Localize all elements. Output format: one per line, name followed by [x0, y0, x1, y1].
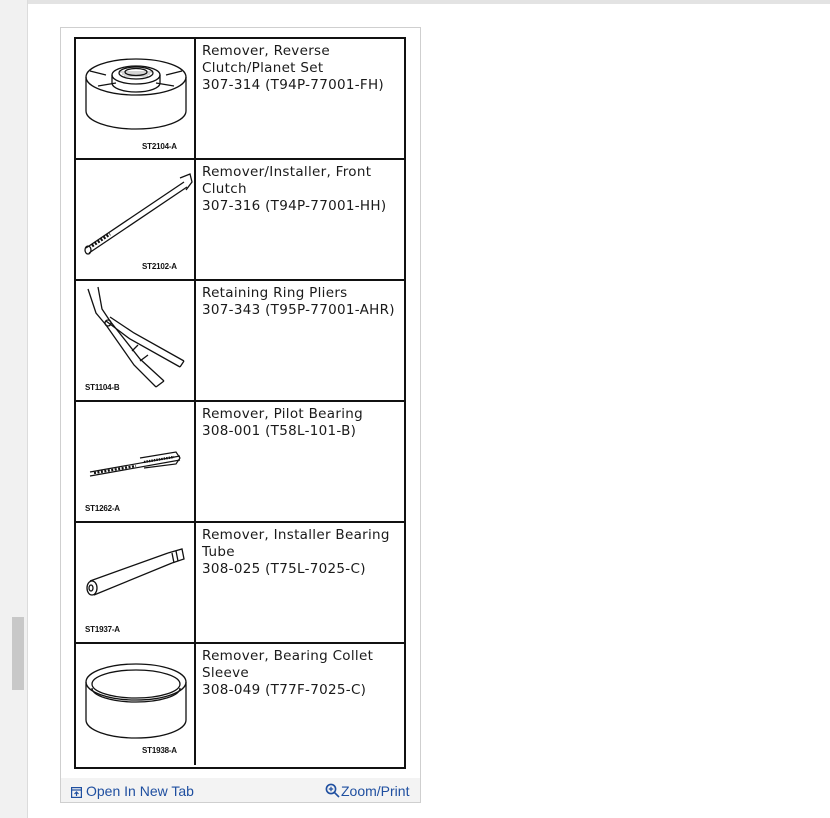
tool-desc-line: Remover, Reverse — [202, 43, 330, 59]
tool-desc-line: 308-049 (T77F-7025-C) — [202, 682, 367, 698]
left-panel-strip — [0, 0, 28, 818]
tool-row — [76, 523, 404, 644]
zoom-print-link[interactable] — [325, 783, 409, 801]
tool-desc-line: Tube — [202, 544, 235, 560]
tool-desc-line: Remover, Installer Bearing — [202, 527, 390, 543]
clutch-remover-ring-icon — [76, 39, 194, 158]
tool-description — [202, 285, 402, 319]
special-tools-figure — [73, 36, 407, 770]
scrollbar-thumb[interactable] — [12, 617, 24, 690]
tool-illustration-cell — [76, 39, 196, 158]
tool-desc-line: 307-314 (T94P-77001-FH) — [202, 77, 385, 93]
tool-description — [202, 648, 402, 699]
image-card — [60, 27, 421, 803]
tool-illustration-cell — [76, 402, 196, 521]
figure-code: ST2104-A — [142, 142, 177, 151]
image-footer — [61, 778, 420, 802]
tool-desc-line: Remover/Installer, Front — [202, 164, 372, 180]
tool-desc-line: 308-025 (T75L-7025-C) — [202, 561, 366, 577]
tool-desc-line: 308-001 (T58L-101-B) — [202, 423, 357, 439]
tool-desc-line: Remover, Bearing Collet — [202, 648, 374, 664]
tool-row — [76, 644, 404, 765]
figure-code: ST1938-A — [142, 746, 177, 755]
tool-desc-line: 307-343 (T95P-77001-AHR) — [202, 302, 395, 318]
top-border — [28, 0, 830, 4]
open-in-new-tab-link[interactable] — [71, 783, 194, 801]
tool-desc-line: Clutch/Planet Set — [202, 60, 324, 76]
figure-code: ST2102-A — [142, 262, 177, 271]
figure-code: ST1104-B — [85, 383, 120, 392]
tool-row — [76, 402, 404, 523]
zoom-magnifier-icon — [325, 783, 340, 801]
tool-description — [202, 164, 402, 215]
tool-illustration-cell — [76, 523, 196, 642]
figure-code: ST1937-A — [85, 625, 120, 634]
tool-row — [76, 281, 404, 402]
open-new-tab-icon — [71, 785, 82, 801]
tool-illustration-cell — [76, 644, 196, 765]
tool-desc-line: Sleeve — [202, 665, 250, 681]
tool-description — [202, 527, 402, 578]
zoom-print-label: Zoom/Print — [341, 783, 410, 799]
figure-code: ST1262-A — [85, 504, 120, 513]
tool-row — [76, 39, 404, 160]
tool-desc-line: Remover, Pilot Bearing — [202, 406, 363, 422]
open-in-new-tab-label: Open In New Tab — [86, 783, 194, 799]
tool-desc-line: Clutch — [202, 181, 247, 197]
tool-desc-line: Retaining Ring Pliers — [202, 285, 348, 301]
special-tools-table — [74, 37, 406, 769]
tool-illustration-cell — [76, 281, 196, 400]
tool-row — [76, 160, 404, 281]
tool-illustration-cell — [76, 160, 196, 279]
tool-desc-line: 307-316 (T94P-77001-HH) — [202, 198, 387, 214]
tool-description — [202, 43, 402, 94]
tool-description — [202, 406, 402, 440]
